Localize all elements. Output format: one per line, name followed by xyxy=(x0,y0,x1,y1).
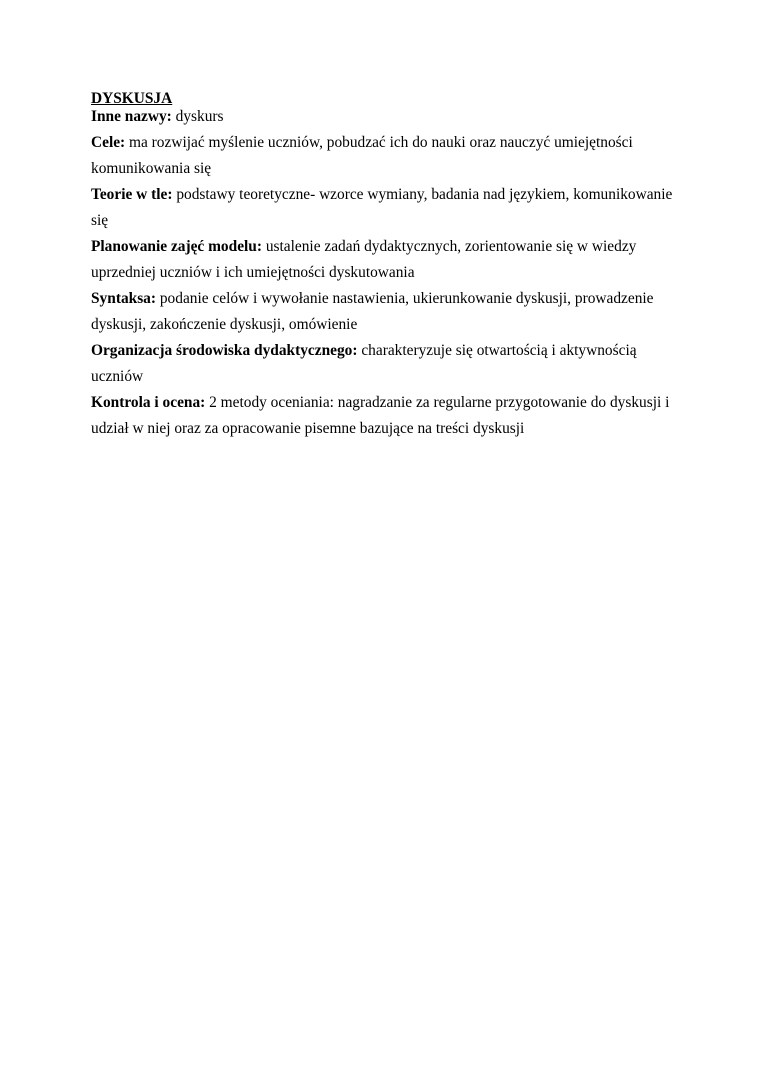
document-title: DYSKUSJA xyxy=(91,90,173,107)
section-label: Planowanie zajęć modelu: xyxy=(91,238,262,255)
section-text: dyskurs xyxy=(171,108,224,125)
section-text: ma rozwijać myślenie uczniów, pobudzać ich do nauki oraz nauczyć umiejętności komunikowania się xyxy=(91,134,633,177)
section-label: Cele: xyxy=(91,134,126,151)
section-teorie-w-tle xyxy=(91,182,681,234)
section-text: charakteryzuje się otwartością i aktywnością uczniów xyxy=(91,342,637,385)
section-label: Inne nazwy: xyxy=(91,108,172,125)
section-inne-nazwy xyxy=(91,108,681,126)
section-text: podstawy teoretyczne- wzorce wymiany, badania nad językiem, komunikowanie się xyxy=(91,186,673,229)
section-kontrola xyxy=(91,390,681,442)
section-syntaksa xyxy=(91,286,681,338)
document-body xyxy=(91,90,681,442)
section-planowanie xyxy=(91,234,681,286)
section-label: Organizacja środowiska dydaktycznego: xyxy=(91,342,358,359)
section-cele xyxy=(91,130,681,182)
section-label: Teorie w tle: xyxy=(91,186,173,203)
section-text: 2 metody oceniania: nagradzanie za regularne przygotowanie do dyskusji i udział w niej oraz za opracowanie pisemne bazujące na treści dyskusji xyxy=(91,394,670,437)
section-label: Kontrola i ocena: xyxy=(91,394,206,411)
section-label: Syntaksa: xyxy=(91,290,157,307)
section-text: podanie celów i wywołanie nastawienia, ukierunkowanie dyskusji, prowadzenie dyskusji, zakończenie dyskusji, omówienie xyxy=(91,290,654,333)
section-organizacja xyxy=(91,338,681,390)
section-text: ustalenie zadań dydaktycznych, zorientowanie się w wiedzy uprzedniej uczniów i ich umiejętności dyskutowania xyxy=(91,238,637,281)
